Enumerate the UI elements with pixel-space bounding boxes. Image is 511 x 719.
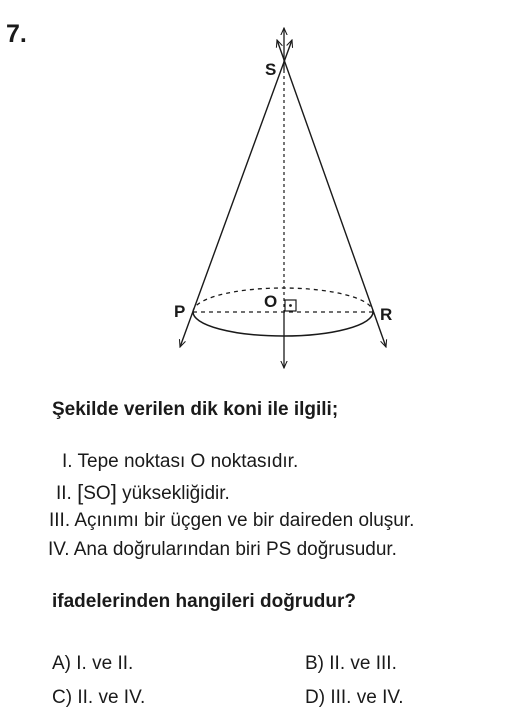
label-r: R <box>380 305 393 324</box>
option-key: C) <box>52 687 73 708</box>
base-ellipse-back <box>193 288 373 312</box>
statement-2 <box>56 481 230 503</box>
label-o: O <box>264 292 278 311</box>
label-s: S <box>265 60 277 79</box>
segment-label: SO <box>83 483 111 504</box>
option-b[interactable] <box>305 654 397 673</box>
segment-bracket-open: [ <box>77 480 84 505</box>
generator-line-rs <box>277 40 386 347</box>
label-p: P <box>174 302 186 321</box>
option-a[interactable] <box>52 654 133 673</box>
segment-bracket-close: ] <box>110 480 117 505</box>
statement-text: Ana doğrularından biri PS doğrusudur. <box>73 539 397 560</box>
question-prompt: ifadelerinden hangileri doğrudur? <box>52 591 357 612</box>
question-number: 7. <box>6 20 27 48</box>
statement-numeral: I. <box>62 451 73 472</box>
option-text: II. ve III. <box>329 653 397 674</box>
question-stem: Şekilde verilen dik koni ile ilgili; <box>52 399 339 420</box>
option-d[interactable] <box>305 688 404 707</box>
option-key: A) <box>52 653 71 674</box>
statement-text: Açınımı bir üçgen ve bir daireden oluşur. <box>74 510 415 531</box>
statement-numeral: II. <box>56 483 72 504</box>
option-text: III. ve IV. <box>330 687 404 708</box>
statement-text: yüksekliğidir. <box>116 483 230 504</box>
statement-numeral: IV. <box>48 539 70 560</box>
option-text: II. ve IV. <box>77 687 146 708</box>
statement-numeral: III. <box>49 510 71 531</box>
option-key: B) <box>305 653 324 674</box>
statement-3 <box>49 511 414 530</box>
right-angle-dot <box>289 304 292 307</box>
base-ellipse-front <box>193 312 373 336</box>
option-key: D) <box>305 687 326 708</box>
option-c[interactable] <box>52 688 145 707</box>
statement-text: Tepe noktası O noktasıdır. <box>77 451 299 472</box>
statement-4 <box>48 540 397 559</box>
option-text: I. ve II. <box>76 653 134 674</box>
statement-1 <box>62 452 298 471</box>
